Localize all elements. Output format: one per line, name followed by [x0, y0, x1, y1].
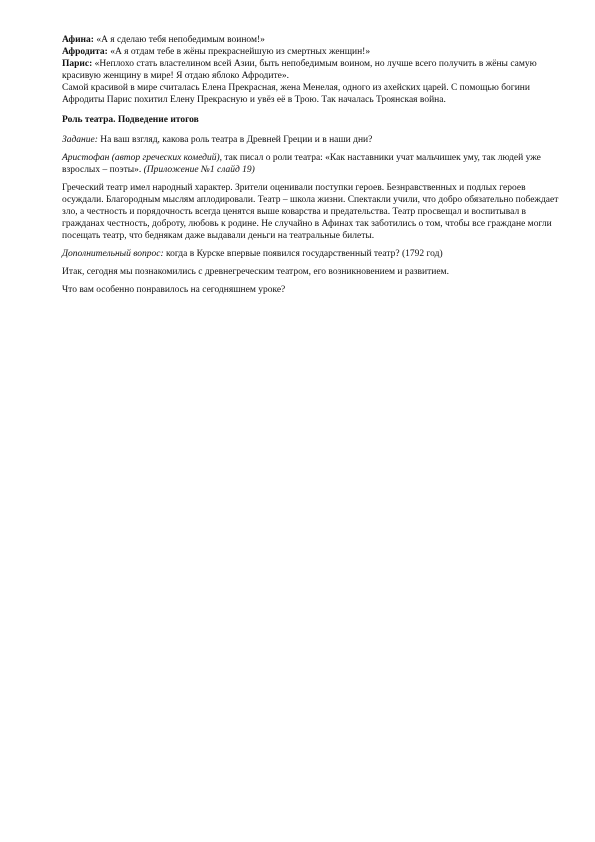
dialogue-line-aphrodite — [62, 46, 560, 58]
extra-question-paragraph — [62, 248, 560, 260]
task-label: Задание: — [62, 135, 98, 145]
narration-paragraph: Самой красивой в мире считалась Елена Прекрасная, жена Менелая, одного из ахейских царей. С помощью богини Афродиты Парис похитил Елену Прекрасную и увёз её в Трою. Так началась Троянская война. — [62, 83, 530, 105]
dialogue-line-athena — [62, 34, 560, 46]
theatre-paragraph: Греческий театр имел народный характер. Зрители оценивали поступки героев. Безнравственных и подлых героев осуждали. Благородным мыслям аплодировали. Театр – школа жизни. Спектакли учили, что добро обязательно побеждает зло, а честность и порядочность всегда ценятся выше коварства и предательства. Театр просвещал и воспитывал в гражданах честность, доброту, любовь к родине. Не случайно в Афинах так заботились о том, чтобы все граждане могли посещать театр, что беднякам даже выдавали деньги на театральные билеты. — [62, 183, 559, 241]
section-title: Роль театра. Подведение итогов — [62, 115, 199, 125]
speaker-name: Парис: — [62, 59, 93, 69]
summary-paragraph: Итак, сегодня мы познакомились с древнегреческим театром, его возникновением и развитием. — [62, 267, 449, 277]
task-text: На ваш взгляд, какова роль театра в Древней Греции и в наши дни? — [97, 135, 373, 145]
quote-author: Аристофан (автор греческих комедий) — [62, 153, 220, 163]
dialogue-line-paris — [62, 58, 560, 82]
extra-question-text: когда в Курске впервые появился государственный театр? (1792 год) — [163, 249, 443, 259]
quote-text: , так писал о роли театра: «Как наставники учат мальчишек уму, так людей уже взрослых – поэты». — [62, 153, 541, 175]
dialogue-text: «А я сделаю тебя непобедимым воином!» — [96, 35, 265, 45]
quote-paragraph — [62, 152, 560, 176]
dialogue-text: «Неплохо стать властелином всей Азии, быть непобедимым воином, но лучше всего получить в жёны самую красивую женщину в мире! Я отдаю яблоко Афродите». — [62, 59, 537, 81]
dialogue-text: «А я отдам тебе в жёны прекраснейшую из смертных женщин!» — [110, 47, 371, 57]
closing-question: Что вам особенно понравилось на сегодняшнем уроке? — [62, 285, 286, 295]
task-paragraph — [62, 134, 560, 146]
speaker-name: Афина: — [62, 35, 94, 45]
extra-question-label: Дополнительный вопрос: — [62, 249, 164, 259]
quote-reference: (Приложение №1 слайд 19) — [143, 165, 255, 175]
speaker-name: Афродита: — [62, 47, 108, 57]
document-page — [62, 34, 560, 296]
